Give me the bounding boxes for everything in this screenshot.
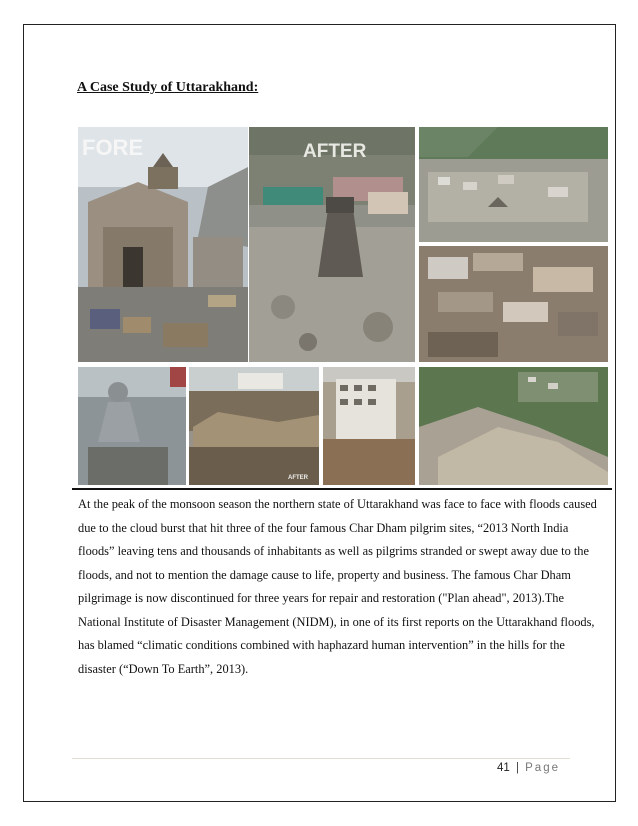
page-word: Page <box>525 762 560 774</box>
after-label: AFTER <box>303 141 367 162</box>
photo-temple-before <box>78 127 248 362</box>
before-label: FORE <box>82 135 144 160</box>
photo-temple-after <box>249 127 415 362</box>
photo-shiva-statue <box>78 367 186 485</box>
footer-separator: | <box>515 762 519 774</box>
page-heading: A Case Study of Uttarakhand: <box>77 80 259 95</box>
page-number: 41 <box>496 762 510 774</box>
flood-photo-collage <box>78 127 608 485</box>
photo-building-collapse <box>323 367 415 485</box>
photo-valley-debris <box>419 127 608 242</box>
photo-flood-water <box>189 367 319 485</box>
small-after-label: AFTER <box>288 475 308 481</box>
page-footer <box>497 762 560 774</box>
photo-town-aerial <box>419 246 608 362</box>
body-paragraph: At the peak of the monsoon season the northern state of Uttarakhand was face to face with floods caused due to the cloud burst that hit three of the four famous Char Dham pilgrim sites, “2013 North India floods” leaving tens and thousands of inhabitants as well as pilgrims stranded or swept away due to the floods, and not to mention the damage cause to life, property and business. The famous Char Dham pilgrimage is now discontinued for three years for repair and restoration ("Plan ahead", 2013).The National Institute of Disaster Management (NIDM), in one of its first reports on the Uttarakhand floods, has blamed “climatic conditions combined with haphazard human intervention” in the hills for the disaster (“Down To Earth”, 2013). <box>78 497 597 676</box>
photo-divider <box>72 488 612 490</box>
photo-river-valley <box>419 367 608 485</box>
footer-divider <box>72 758 570 759</box>
